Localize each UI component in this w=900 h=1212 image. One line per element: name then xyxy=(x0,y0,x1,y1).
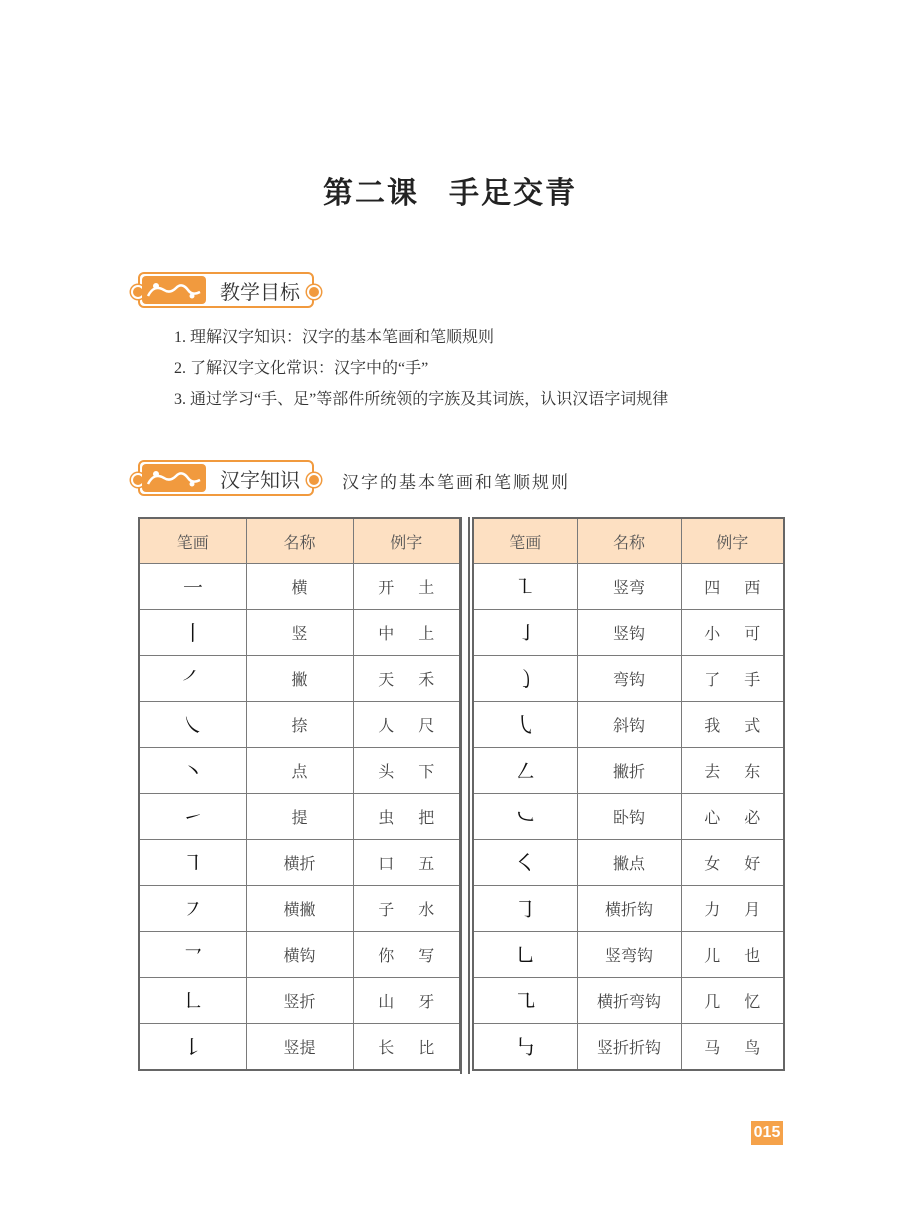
stroke-name: 横钩 xyxy=(246,932,353,978)
example-char: 比 xyxy=(418,1038,435,1057)
table-row xyxy=(139,932,460,978)
table-row xyxy=(473,748,784,794)
example-chars xyxy=(681,1024,784,1071)
stroke-glyph: ㇅ xyxy=(473,564,577,610)
stroke-name: 横 xyxy=(246,564,353,610)
example-char: 去 xyxy=(704,762,721,781)
example-char: 了 xyxy=(704,670,721,689)
table-row xyxy=(139,840,460,886)
example-char: 人 xyxy=(378,716,395,735)
table-row xyxy=(473,656,784,702)
table-row xyxy=(139,656,460,702)
ornament-dot-icon xyxy=(307,285,321,299)
strokes-table-left xyxy=(138,517,461,1071)
example-char: 式 xyxy=(744,716,761,735)
stroke-glyph: ㇆ xyxy=(473,886,577,932)
example-char: 你 xyxy=(378,946,395,965)
column-header: 名称 xyxy=(246,518,353,564)
example-char: 土 xyxy=(418,578,435,597)
example-char: 把 xyxy=(418,808,435,827)
example-chars xyxy=(353,702,460,748)
example-char: 也 xyxy=(744,946,761,965)
example-char: 上 xyxy=(418,624,435,643)
table-row xyxy=(473,886,784,932)
stroke-glyph: ㇃ xyxy=(473,794,577,840)
example-chars xyxy=(681,702,784,748)
stroke-name: 竖钩 xyxy=(577,610,681,656)
example-char: 牙 xyxy=(418,992,435,1011)
example-char: 心 xyxy=(704,808,721,827)
column-header: 例字 xyxy=(353,518,460,564)
stroke-glyph: ㇑ xyxy=(139,610,246,656)
example-chars xyxy=(681,978,784,1024)
stroke-glyph: ㇏ xyxy=(139,702,246,748)
stroke-name: 点 xyxy=(246,748,353,794)
stroke-name: 撇点 xyxy=(577,840,681,886)
example-chars xyxy=(353,932,460,978)
example-char: 禾 xyxy=(418,670,435,689)
section-label: 汉字知识 xyxy=(220,467,300,492)
table-row xyxy=(139,610,460,656)
stroke-name: 竖折 xyxy=(246,978,353,1024)
example-chars xyxy=(681,932,784,978)
stroke-name: 卧钩 xyxy=(577,794,681,840)
table-row xyxy=(473,932,784,978)
example-char: 手 xyxy=(744,670,761,689)
table-row xyxy=(473,702,784,748)
example-char: 鸟 xyxy=(744,1038,761,1057)
example-char: 虫 xyxy=(378,808,395,827)
stroke-name: 竖提 xyxy=(246,1024,353,1071)
example-char: 月 xyxy=(744,900,761,919)
example-char: 头 xyxy=(378,762,395,781)
objective-item: 1. 理解汉字知识：汉字的基本笔画和笔顺规则 xyxy=(174,329,495,346)
example-char: 尺 xyxy=(418,716,435,735)
stroke-glyph: ㇛ xyxy=(473,840,577,886)
stroke-name: 斜钩 xyxy=(577,702,681,748)
stroke-glyph: ㇈ xyxy=(473,978,577,1024)
example-char: 天 xyxy=(378,670,395,689)
stroke-glyph: ㇇ xyxy=(139,886,246,932)
example-chars xyxy=(681,564,784,610)
table-row xyxy=(139,702,460,748)
example-chars xyxy=(681,748,784,794)
example-char: 必 xyxy=(744,808,761,827)
example-char: 几 xyxy=(704,992,721,1011)
stroke-glyph: ㇂ xyxy=(473,702,577,748)
example-char: 可 xyxy=(744,624,761,643)
example-char: 好 xyxy=(744,854,761,873)
example-char: 女 xyxy=(704,854,721,873)
lesson-name: 手足交青 xyxy=(449,176,577,211)
example-char: 长 xyxy=(378,1038,395,1057)
objective-item: 3. 通过学习“手、足”等部件所统领的字族及其词族，认识汉语字词规律 xyxy=(174,391,669,408)
table-row xyxy=(473,840,784,886)
stroke-name: 横折弯钩 xyxy=(577,978,681,1024)
example-char: 小 xyxy=(704,624,721,643)
stroke-name: 竖折折钩 xyxy=(577,1024,681,1071)
table-row xyxy=(139,978,460,1024)
table-row xyxy=(473,1024,784,1071)
example-char: 力 xyxy=(704,900,721,919)
section-subtitle: 汉字的基本笔画和笔顺规则 xyxy=(342,473,570,493)
section-label: 教学目标 xyxy=(220,279,300,304)
stroke-glyph: ㇚ xyxy=(473,610,577,656)
example-char: 忆 xyxy=(744,992,761,1011)
example-chars xyxy=(353,978,460,1024)
stroke-glyph: ㇀ xyxy=(139,794,246,840)
stroke-name: 撇 xyxy=(246,656,353,702)
example-chars xyxy=(681,610,784,656)
column-header: 笔画 xyxy=(139,518,246,564)
stroke-name: 竖弯 xyxy=(577,564,681,610)
table-divider xyxy=(460,517,470,1074)
example-chars xyxy=(353,656,460,702)
table-row xyxy=(473,794,784,840)
example-chars xyxy=(353,610,460,656)
example-char: 东 xyxy=(744,762,761,781)
stroke-glyph: ㇐ xyxy=(139,564,246,610)
stroke-name: 弯钩 xyxy=(577,656,681,702)
example-chars xyxy=(353,886,460,932)
example-char: 水 xyxy=(418,900,435,919)
example-char: 五 xyxy=(418,854,435,873)
table-row xyxy=(473,564,784,610)
stroke-glyph: ㇗ xyxy=(139,978,246,1024)
section-badge-goals xyxy=(138,271,314,309)
table-row xyxy=(139,794,460,840)
page-number: 015 xyxy=(751,1121,783,1145)
table-row xyxy=(139,564,460,610)
example-char: 下 xyxy=(418,762,435,781)
example-char: 中 xyxy=(378,624,395,643)
example-chars xyxy=(353,748,460,794)
table-row xyxy=(139,748,460,794)
table-row xyxy=(139,886,460,932)
stroke-name: 横折 xyxy=(246,840,353,886)
table-row xyxy=(473,610,784,656)
example-char: 写 xyxy=(418,946,435,965)
example-chars xyxy=(353,1024,460,1071)
example-char: 儿 xyxy=(704,946,721,965)
example-char: 四 xyxy=(704,578,721,597)
example-char: 子 xyxy=(378,900,395,919)
example-chars xyxy=(681,656,784,702)
stroke-glyph: ㇉ xyxy=(473,1024,577,1071)
table-row xyxy=(139,1024,460,1071)
example-char: 口 xyxy=(378,854,395,873)
cloud-ornament-icon xyxy=(142,276,206,304)
example-chars xyxy=(681,886,784,932)
table-row xyxy=(473,978,784,1024)
example-char: 山 xyxy=(378,992,395,1011)
stroke-name: 撇折 xyxy=(577,748,681,794)
stroke-glyph: ㇟ xyxy=(473,932,577,978)
stroke-name: 捺 xyxy=(246,702,353,748)
example-char: 开 xyxy=(378,578,395,597)
cloud-ornament-icon xyxy=(142,464,206,492)
column-header: 例字 xyxy=(681,518,784,564)
ornament-dot-icon xyxy=(307,473,321,487)
example-char: 马 xyxy=(704,1038,721,1057)
example-chars xyxy=(353,840,460,886)
example-chars xyxy=(353,564,460,610)
example-chars xyxy=(681,794,784,840)
stroke-glyph: ㇁ xyxy=(473,656,577,702)
column-header: 名称 xyxy=(577,518,681,564)
example-chars xyxy=(353,794,460,840)
stroke-glyph: ㇜ xyxy=(473,748,577,794)
section-badge-knowledge xyxy=(138,459,314,497)
objective-item: 2. 了解汉字文化常识：汉字中的“手” xyxy=(174,360,429,377)
stroke-name: 竖弯钩 xyxy=(577,932,681,978)
column-header: 笔画 xyxy=(473,518,577,564)
example-char: 西 xyxy=(744,578,761,597)
objectives-list xyxy=(174,322,668,415)
example-chars xyxy=(681,840,784,886)
stroke-name: 竖 xyxy=(246,610,353,656)
stroke-glyph: ㇕ xyxy=(139,840,246,886)
strokes-table-right xyxy=(472,517,785,1071)
stroke-name: 横折钩 xyxy=(577,886,681,932)
stroke-glyph: ㇖ xyxy=(139,932,246,978)
stroke-name: 横撇 xyxy=(246,886,353,932)
lesson-title xyxy=(0,168,900,212)
lesson-number: 第二课 xyxy=(323,176,419,211)
example-char: 我 xyxy=(704,716,721,735)
stroke-glyph: ㇒ xyxy=(139,656,246,702)
stroke-glyph: ㇙ xyxy=(139,1024,246,1071)
stroke-name: 提 xyxy=(246,794,353,840)
stroke-glyph: ㇔ xyxy=(139,748,246,794)
